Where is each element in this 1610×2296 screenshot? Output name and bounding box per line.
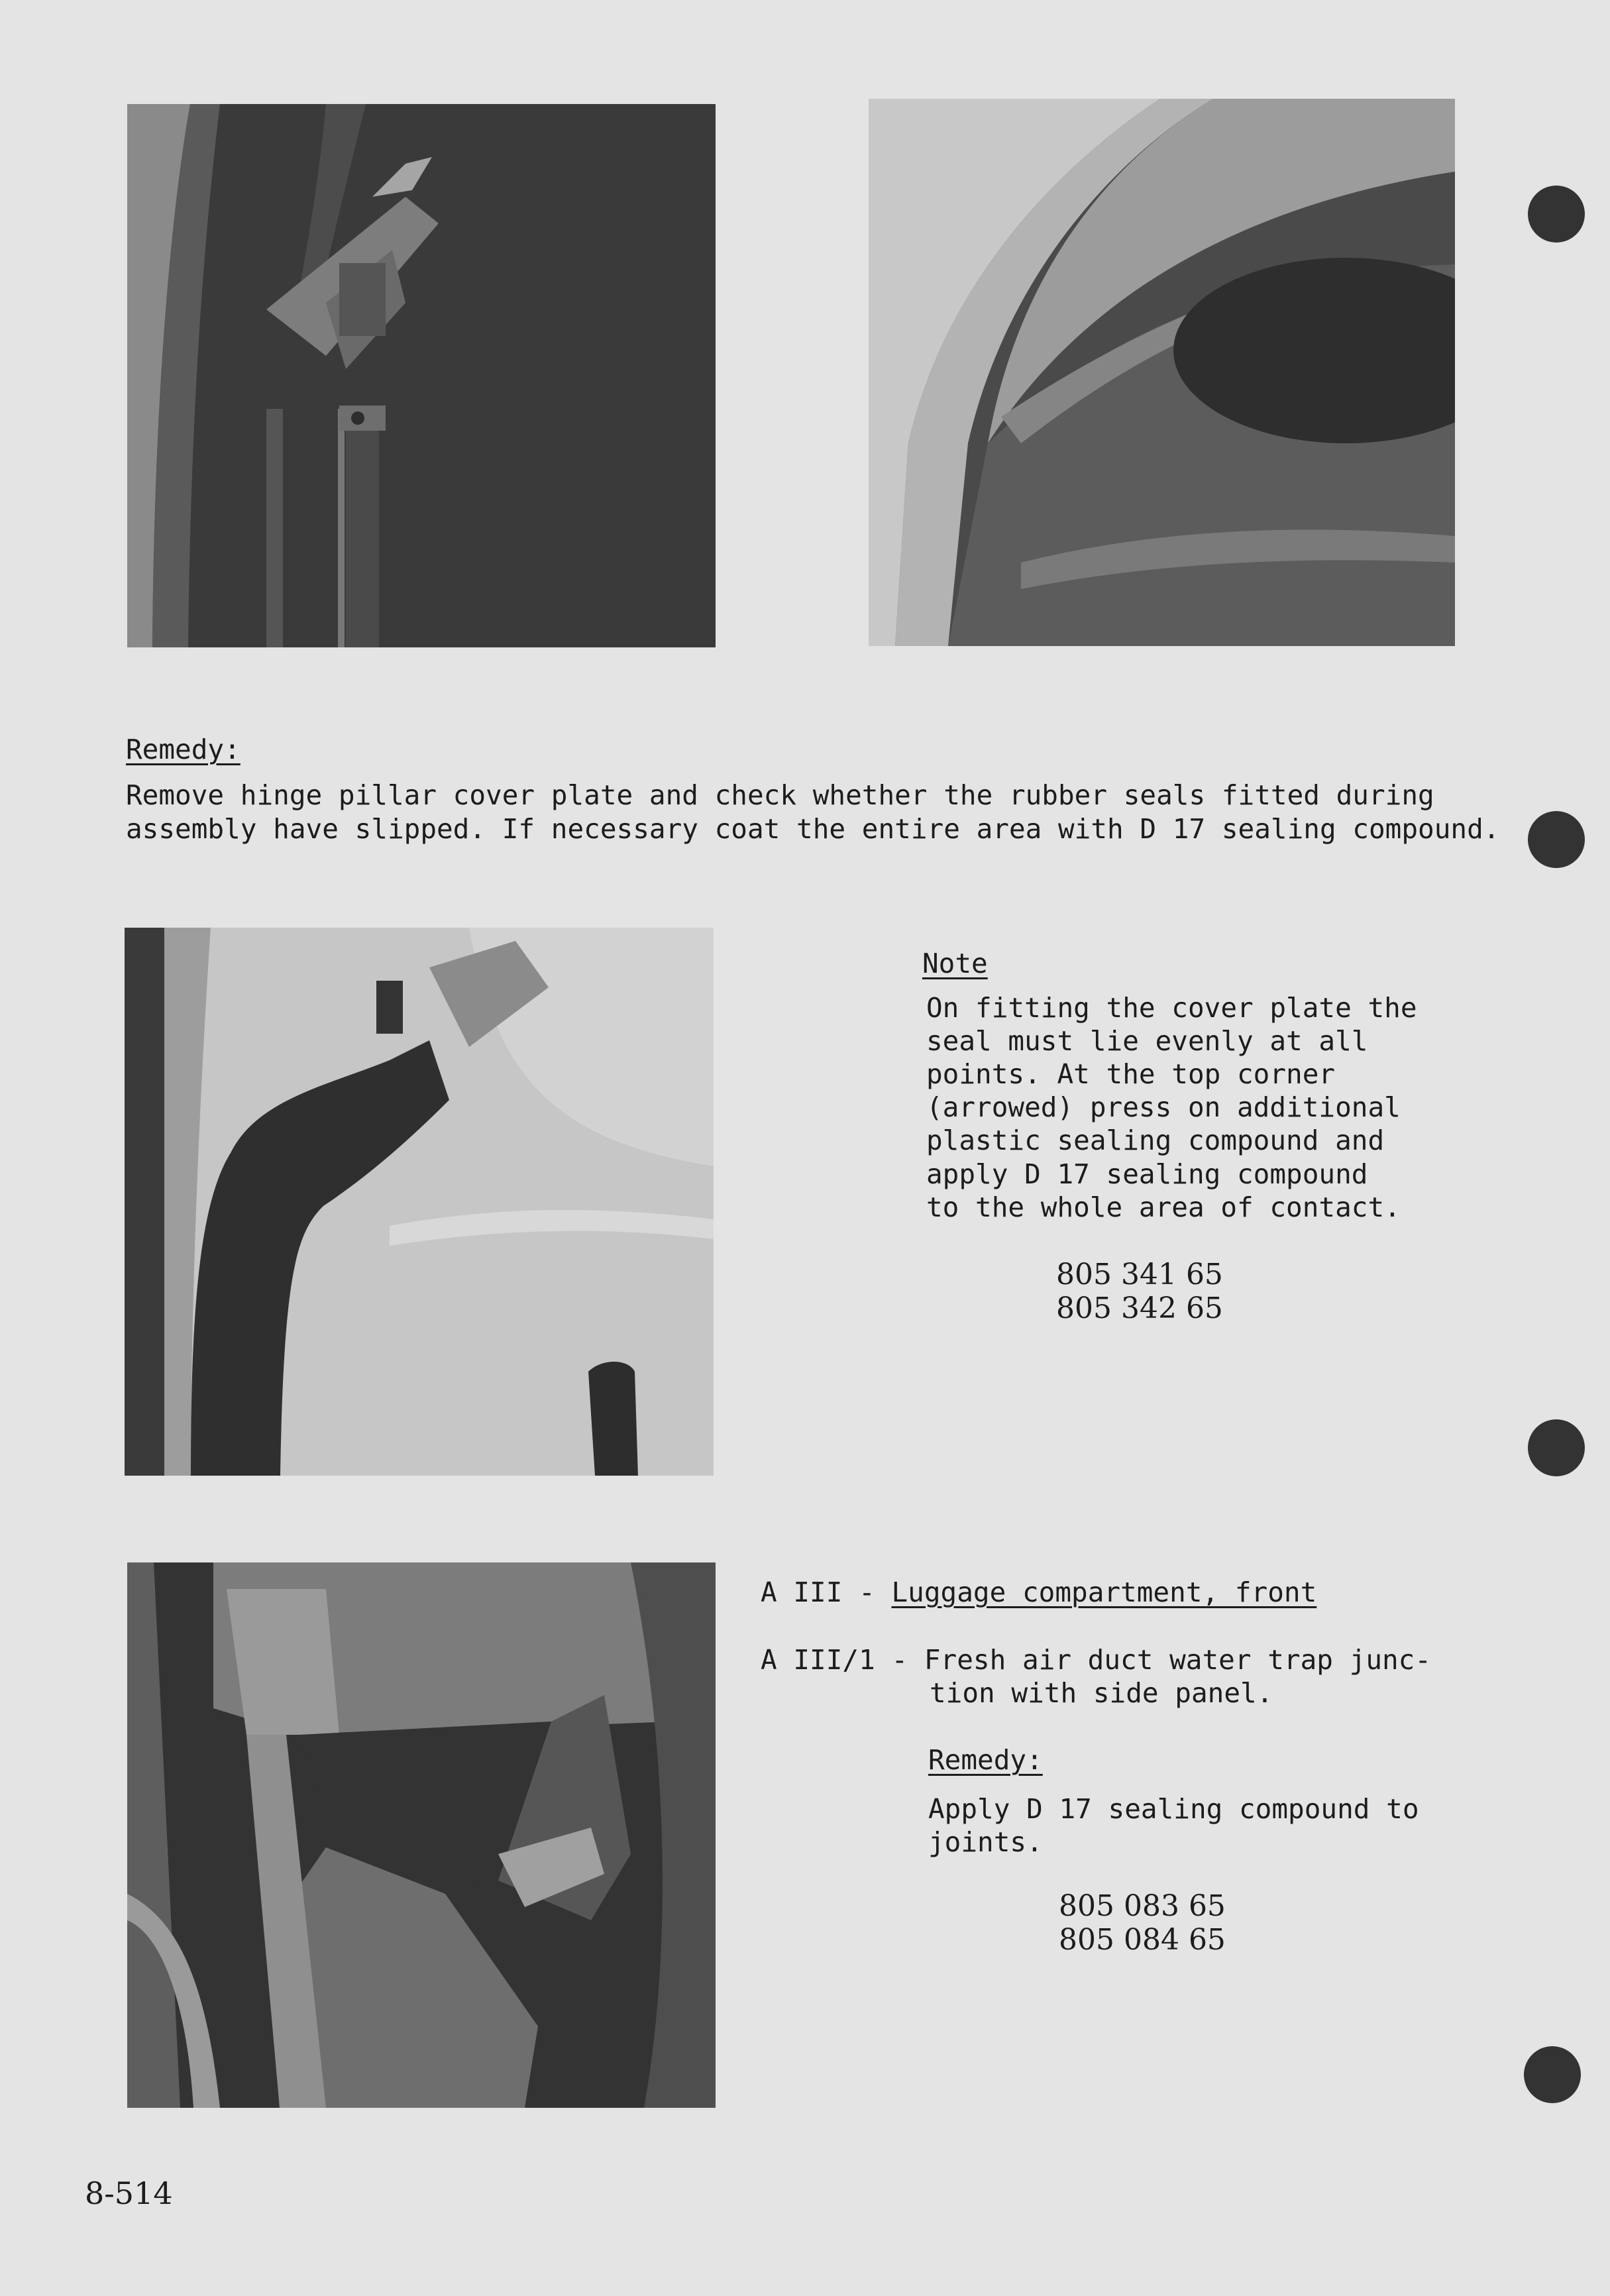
punch-hole-2 — [1528, 811, 1585, 868]
note-line-7: to the whole area of contact. — [926, 1191, 1401, 1223]
remedy-text-line-2: assembly have slipped. If necessary coat the entire area with D 17 sealing compound. — [126, 813, 1500, 845]
photo-hinge-pillar-seal — [127, 104, 716, 647]
note-line-5: plastic sealing compound and — [926, 1124, 1385, 1156]
note-part-number-2: 805 342 65 — [1056, 1291, 1223, 1325]
punch-hole-1 — [1528, 186, 1585, 243]
remedy-heading: Remedy: — [126, 734, 241, 765]
section2-part-number-2: 805 084 65 — [1059, 1923, 1226, 1957]
photo-fresh-air-duct-water-trap — [127, 1562, 716, 2108]
note-line-1: On fitting the cover plate the — [926, 992, 1417, 1024]
remedy-2-line-2: joints. — [928, 1826, 1043, 1858]
remedy-text-line-1: Remove hinge pillar cover plate and check whether the rubber seals fitted during — [126, 779, 1434, 811]
page-number: 8-514 — [85, 2175, 173, 2211]
section-title-prefix: A III - — [761, 1576, 892, 1608]
note-heading: Note — [922, 948, 988, 979]
punch-hole-4 — [1524, 2046, 1581, 2103]
remedy-2-line-1: Apply D 17 sealing compound to — [928, 1793, 1419, 1825]
note-part-number-1: 805 341 65 — [1056, 1258, 1223, 1291]
note-line-3: points. At the top corner — [926, 1058, 1336, 1090]
note-line-2: seal must lie evenly at all — [926, 1025, 1368, 1057]
section-title-text: Luggage compartment, front — [891, 1576, 1317, 1608]
remedy-heading-2: Remedy: — [928, 1744, 1043, 1776]
item-description-line-1: Fresh air duct water trap junc- — [924, 1644, 1432, 1676]
punch-hole-3 — [1528, 1419, 1585, 1476]
item-title-line-1 — [761, 1643, 1431, 1677]
section2-part-number-1: 805 083 65 — [1059, 1889, 1226, 1923]
note-line-6: apply D 17 sealing compound — [926, 1158, 1368, 1190]
photo-hinge-pillar-sealing-compound — [869, 99, 1455, 646]
item-number: A III/1 - — [761, 1644, 924, 1676]
section-title — [761, 1576, 1316, 1610]
note-line-4: (arrowed) press on additional — [926, 1091, 1401, 1123]
item-description-line-2: tion with side panel. — [930, 1677, 1273, 1709]
photo-cover-plate-top-corner — [125, 928, 714, 1476]
